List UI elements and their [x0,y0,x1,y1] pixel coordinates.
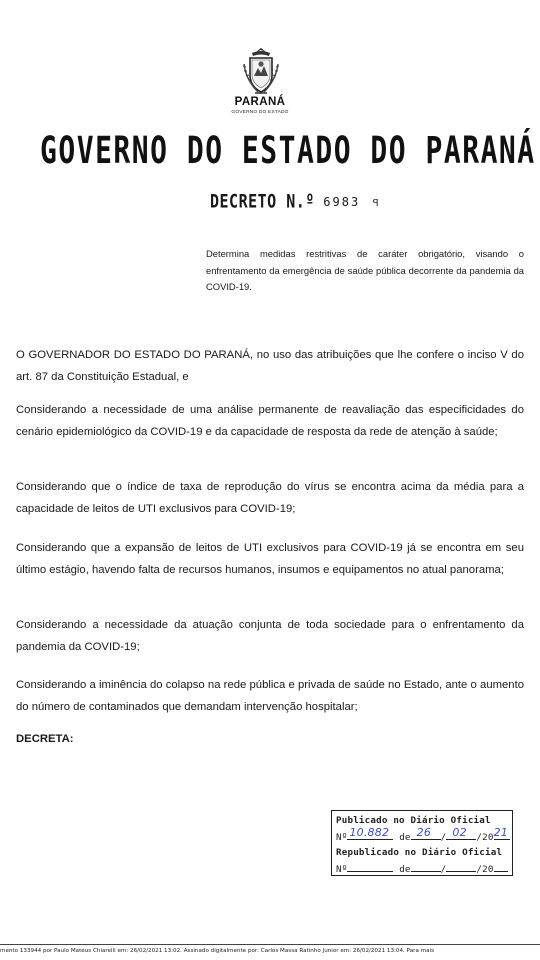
stamp-republished-year-prefix: /20 [476,864,494,875]
stamp-published-label: Publicado no Diário Oficial [336,815,491,826]
stamp-published-month: 02 [452,826,467,839]
decree-mark: ꟼ [372,198,379,209]
stamp-republished-de-label: de [399,864,411,875]
decree-label: DECRETO N.º [210,189,315,213]
stamp-republished-label: Republicado no Diário Oficial [336,847,503,858]
stamp-republished-no-label: Nº [336,864,348,875]
stamp-republished-row: Nº de / /20 [336,862,508,875]
stamp-published-row: Nº 10.882 de 26 / 02 /20 21 [336,826,509,843]
considerando-4: Considerando a necessidade da atuação conjunta de toda sociedade para o enfrentamento da pandemia da COVID-19; [16,619,524,653]
stamp-published-day: 26 [416,826,432,839]
coat-of-arms-icon [238,46,284,96]
publication-stamp [331,810,513,876]
stamp-published-number: 10.882 [349,826,390,839]
considerando-1: Considerando a necessidade de uma análise permanente de reavaliação das especificidades do cenário epidemiológico da COVID-19 e da capacidade de resposta da rede de atenção à saúde; [16,404,524,438]
stamp-de-label: de [399,832,411,843]
considerando-2: Considerando que o índice de taxa de reprodução do vírus se encontra acima da média para a capacidade de leitos de UTI exclusivos para COVID-19; [16,481,524,515]
crest-state-name: PARANÁ [234,96,286,108]
signature-footer: mento 133944 por Paulo Mateus Chiarelli em: 26/02/2021 13:02. Assinado digitalmente por: Carlos Massa Ratinho Junior em: 26/02/2021 13:04. Para mais [0,948,434,954]
considerando-3: Considerando que a expansão de leitos de UTI exclusivos para COVID-19 já se encontra em seu último estágio, havendo falta de recursos humanos, insumos e equipamentos no atual panorama; [16,542,524,576]
ementa-summary: Determina medidas restritivas de caráter obrigatório, visando o enfrentamento da emergência de saúde pública decorrente da pandemia da COVID-19. [206,248,524,292]
stamp-no-label: Nº [336,832,348,843]
considerando-5: Considerando a iminência do colapso na rede pública e privada de saúde no Estado, ante o aumento do número de contaminados que demandam intervenção hospitalar; [16,679,524,713]
stamp-published-year: 21 [493,826,509,839]
footer-divider [0,944,540,945]
decree-heading [210,189,430,213]
preamble: O GOVERNADOR DO ESTADO DO PARANÁ, no uso das atribuições que lhe confere o inciso V do art. 87 da Constituição Estadual, e [16,349,524,383]
decree-number: 6983 [323,195,361,209]
stamp-year-prefix: 20 [482,832,494,843]
decreta-heading: DECRETA: [16,733,74,745]
crest-state-subtitle: GOVERNO DO ESTADO [231,110,289,115]
government-title: GOVERNO DO ESTADO DO PARANÁ [40,128,536,173]
